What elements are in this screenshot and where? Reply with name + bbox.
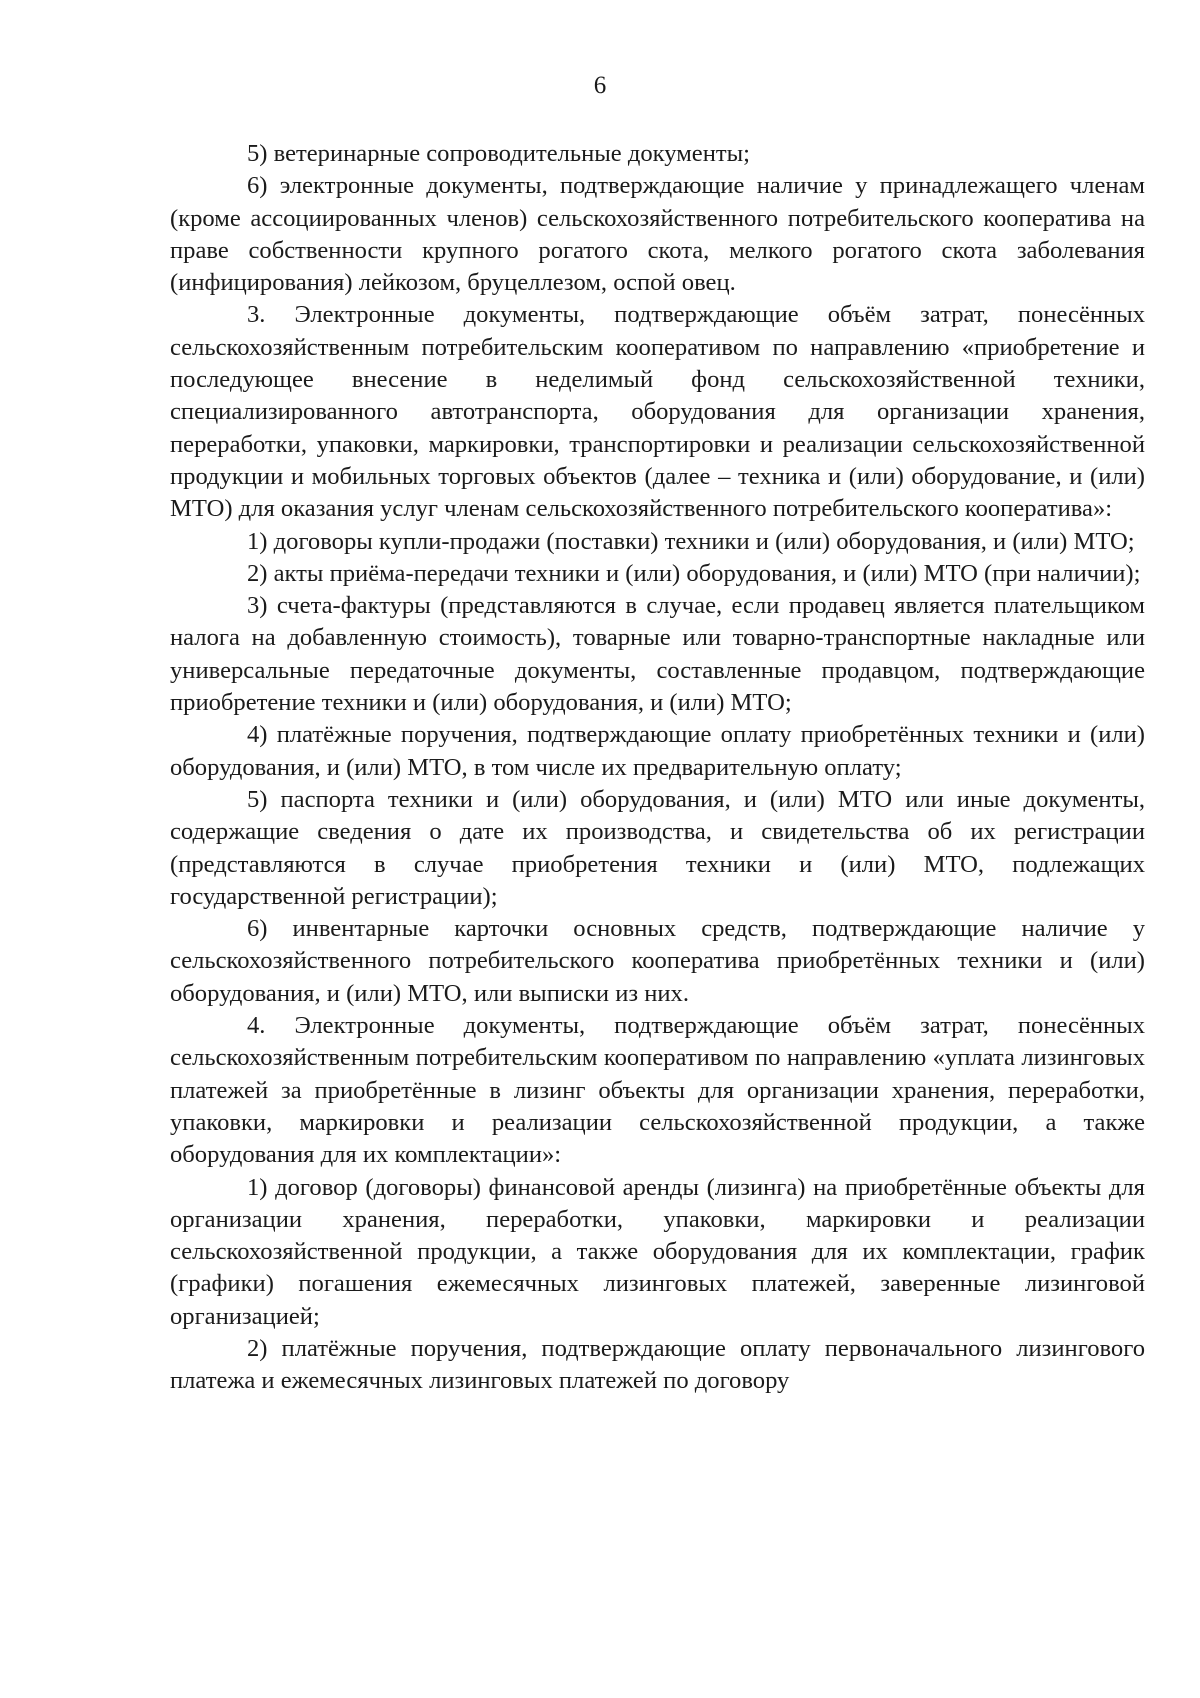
document-body bbox=[170, 138, 1145, 1398]
paragraph-section-3-item-6: 6) инвентарные карточки основных средств, подтверждающие наличие у сельскохозяйственного потребительского кооператива приобретённых техники и (или) оборудования, и (или) МТО, или выписки из них. bbox=[170, 915, 1145, 1007]
paragraph-section-3-item-3: 3) счета-фактуры (представляются в случае, если продавец является плательщиком налога на добавленную стоимость), товарные или товарно-транспортные накладные или универсальные передаточные документы, составленные продавцом, подтверждающие приобретение техники и (или) оборудования, и (или) МТО; bbox=[170, 592, 1145, 717]
paragraph-section-4-item-1: 1) договор (договоры) финансовой аренды (лизинга) на приобретённые объекты для организации хранения, переработки, упаковки, маркировки и реализации сельскохозяйственной продукции, а также оборудования для их комплектации, график (графики) погашения ежемесячных лизинговых платежей, заверенные лизинговой организацией; bbox=[170, 1173, 1145, 1330]
page-number: 6 bbox=[593, 72, 607, 99]
paragraph-section-3: 3. Электронные документы, подтверждающие объём затрат, понесённых сельскохозяйственным потребительским кооперативом по направлению «приобретение и последующее внесение в неделимый фонд сельскохозяйственной техники, специализированного автотранспорта, оборудования для организации хранения, переработки, упаковки, маркировки, транспортировки и реализации сельскохозяйственной продукции и мобильных торговых объектов (далее – техника и (или) оборудование, и (или) МТО) для оказания услуг членам сельскохозяйственного потребительского кооператива»: bbox=[170, 301, 1145, 523]
paragraph-section-4-item-2: 2) платёжные поручения, подтверждающие оплату первоначального лизингового платежа и ежемесячных лизинговых платежей по договору bbox=[170, 1334, 1145, 1395]
paragraph-item-5-veterinary: 5) ветеринарные сопроводительные документы; bbox=[247, 140, 750, 167]
paragraph-section-3-item-5: 5) паспорта техники и (или) оборудования, и (или) МТО или иные документы, содержащие сведения о дате их производства, и свидетельства об их регистрации (представляются в случае приобретения техники и (или) МТО, подлежащих государственной регистрации); bbox=[170, 785, 1145, 910]
paragraph-item-6-electronic-docs: 6) электронные документы, подтверждающие наличие у принадлежащего членам (кроме ассоциированных членов) сельскохозяйственного потребительского кооператива на праве собственности крупного рогатого скота, мелкого рогатого скота заболевания (инфицирования) лейкозом, бруцеллезом, оспой овец. bbox=[170, 172, 1145, 297]
paragraph-section-3-item-4: 4) платёжные поручения, подтверждающие оплату приобретённых техники и (или) оборудования, и (или) МТО, в том числе их предварительную оплату; bbox=[170, 721, 1145, 781]
paragraph-section-3-item-1: 1) договоры купли-продажи (поставки) техники и (или) оборудования, и (или) МТО; bbox=[247, 527, 1135, 555]
paragraph-section-4: 4. Электронные документы, подтверждающие объём затрат, понесённых сельскохозяйственным потребительским кооперативом по направлению «уплата лизинговых платежей за приобретённые в лизинг объекты для организации хранения, переработки, упаковки, маркировки и реализации сельскохозяйственной продукции, а также оборудования для их комплектации»: bbox=[170, 1012, 1145, 1169]
paragraph-section-3-item-2: 2) акты приёма-передачи техники и (или) оборудования, и (или) МТО (при наличии); bbox=[247, 559, 1141, 587]
